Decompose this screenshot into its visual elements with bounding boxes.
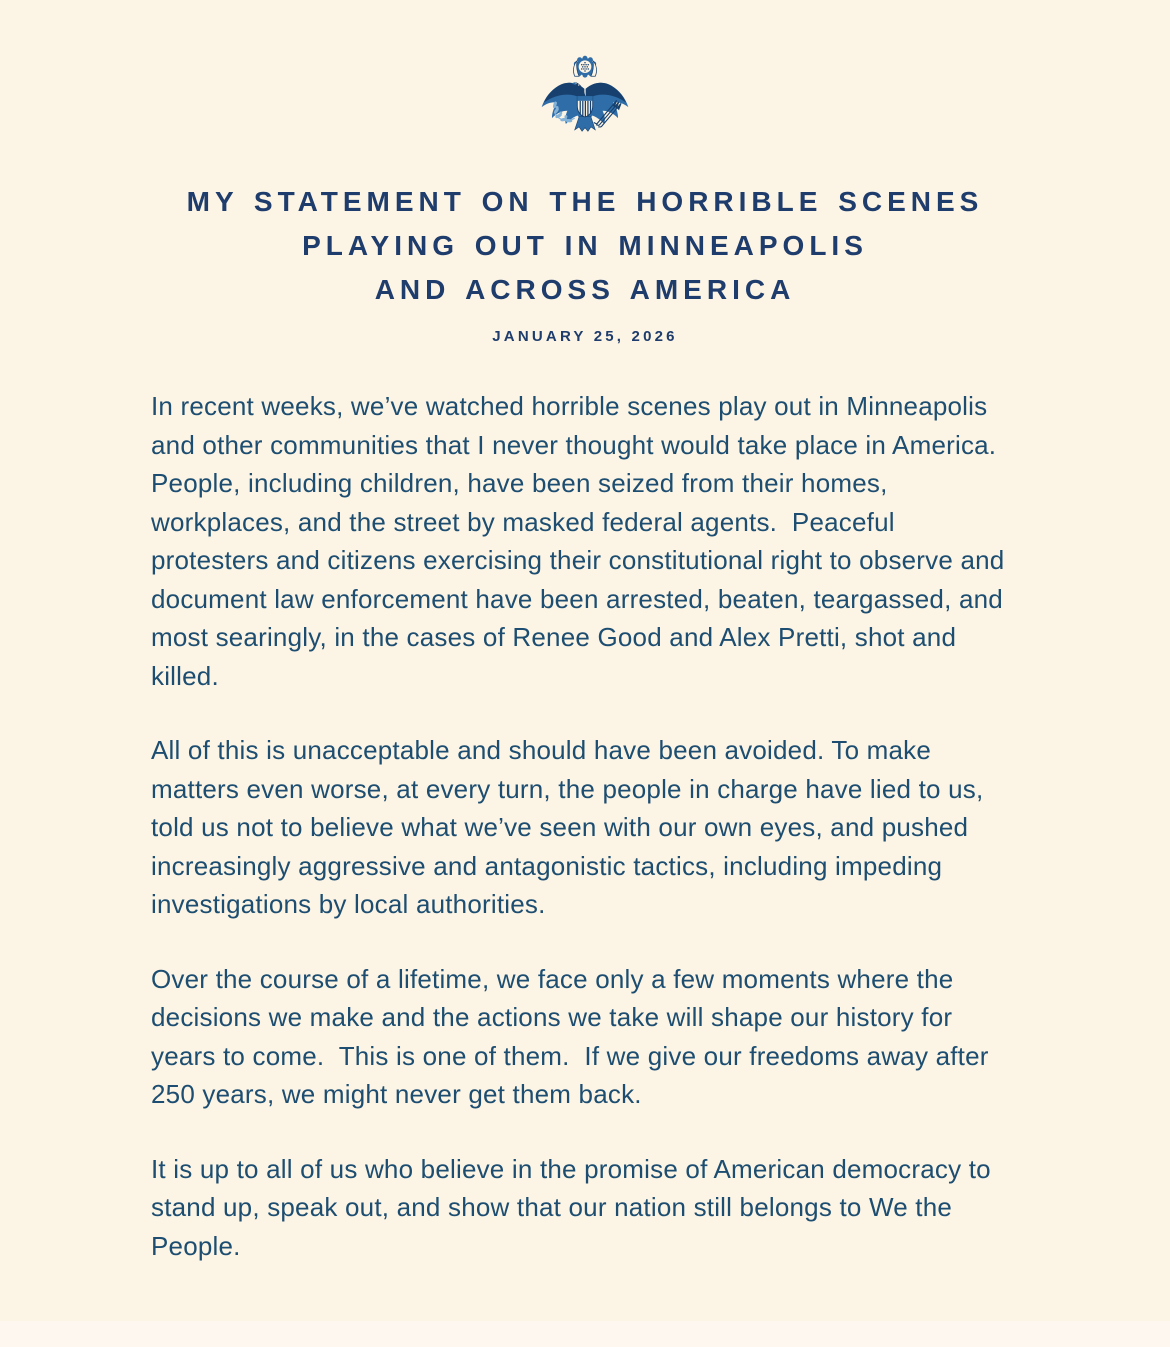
title-line-3: AND ACROSS AMERICA bbox=[374, 274, 796, 305]
great-seal-eagle-icon bbox=[539, 52, 631, 146]
seal-shield bbox=[577, 96, 592, 117]
footer-strip bbox=[0, 1321, 1170, 1347]
statement-body bbox=[151, 387, 1019, 1265]
seal-tail bbox=[575, 117, 596, 132]
paragraph-4: It is up to all of us who believe in the promise of American democracy to stand up, speak out, and show that our nation still belongs to We the People. bbox=[151, 1153, 999, 1261]
paragraph-2: All of this is unacceptable and should have been avoided. To make matters even worse, at every turn, the people in charge have lied to us, told us not to believe what we’ve seen with our own eyes, and pushed increasingly aggressive and antagonistic tactics, including impeding investigations by local authorities. bbox=[151, 735, 991, 919]
statement-header bbox=[0, 52, 1170, 345]
paragraph-3: Over the course of a lifetime, we face only a few moments where the decisions we make and the actions we take will shape our history for years to come. This is one of them. If we give our freedoms away after 250 years, we might never get them back. bbox=[151, 963, 997, 1109]
statement-date: JANUARY 25, 2026 bbox=[492, 328, 678, 345]
title-line-2: PLAYING OUT IN MINNEAPOLIS bbox=[302, 230, 868, 261]
page-title bbox=[0, 180, 1170, 312]
paragraph-1: In recent weeks, we’ve watched horrible scenes play out in Minneapolis and other communities that I never thought would take place in America. People, including children, have been seized from their homes, workplaces, and the street by masked federal agents. Peaceful protesters and citizens exercising their constitutional right to observe and document law enforcement have been arrested, beaten, teargassed, and most searingly, in the cases of Renee Good and Alex Pretti, shot and killed. bbox=[151, 391, 1012, 691]
title-line-1: MY STATEMENT ON THE HORRIBLE SCENES bbox=[186, 186, 984, 217]
